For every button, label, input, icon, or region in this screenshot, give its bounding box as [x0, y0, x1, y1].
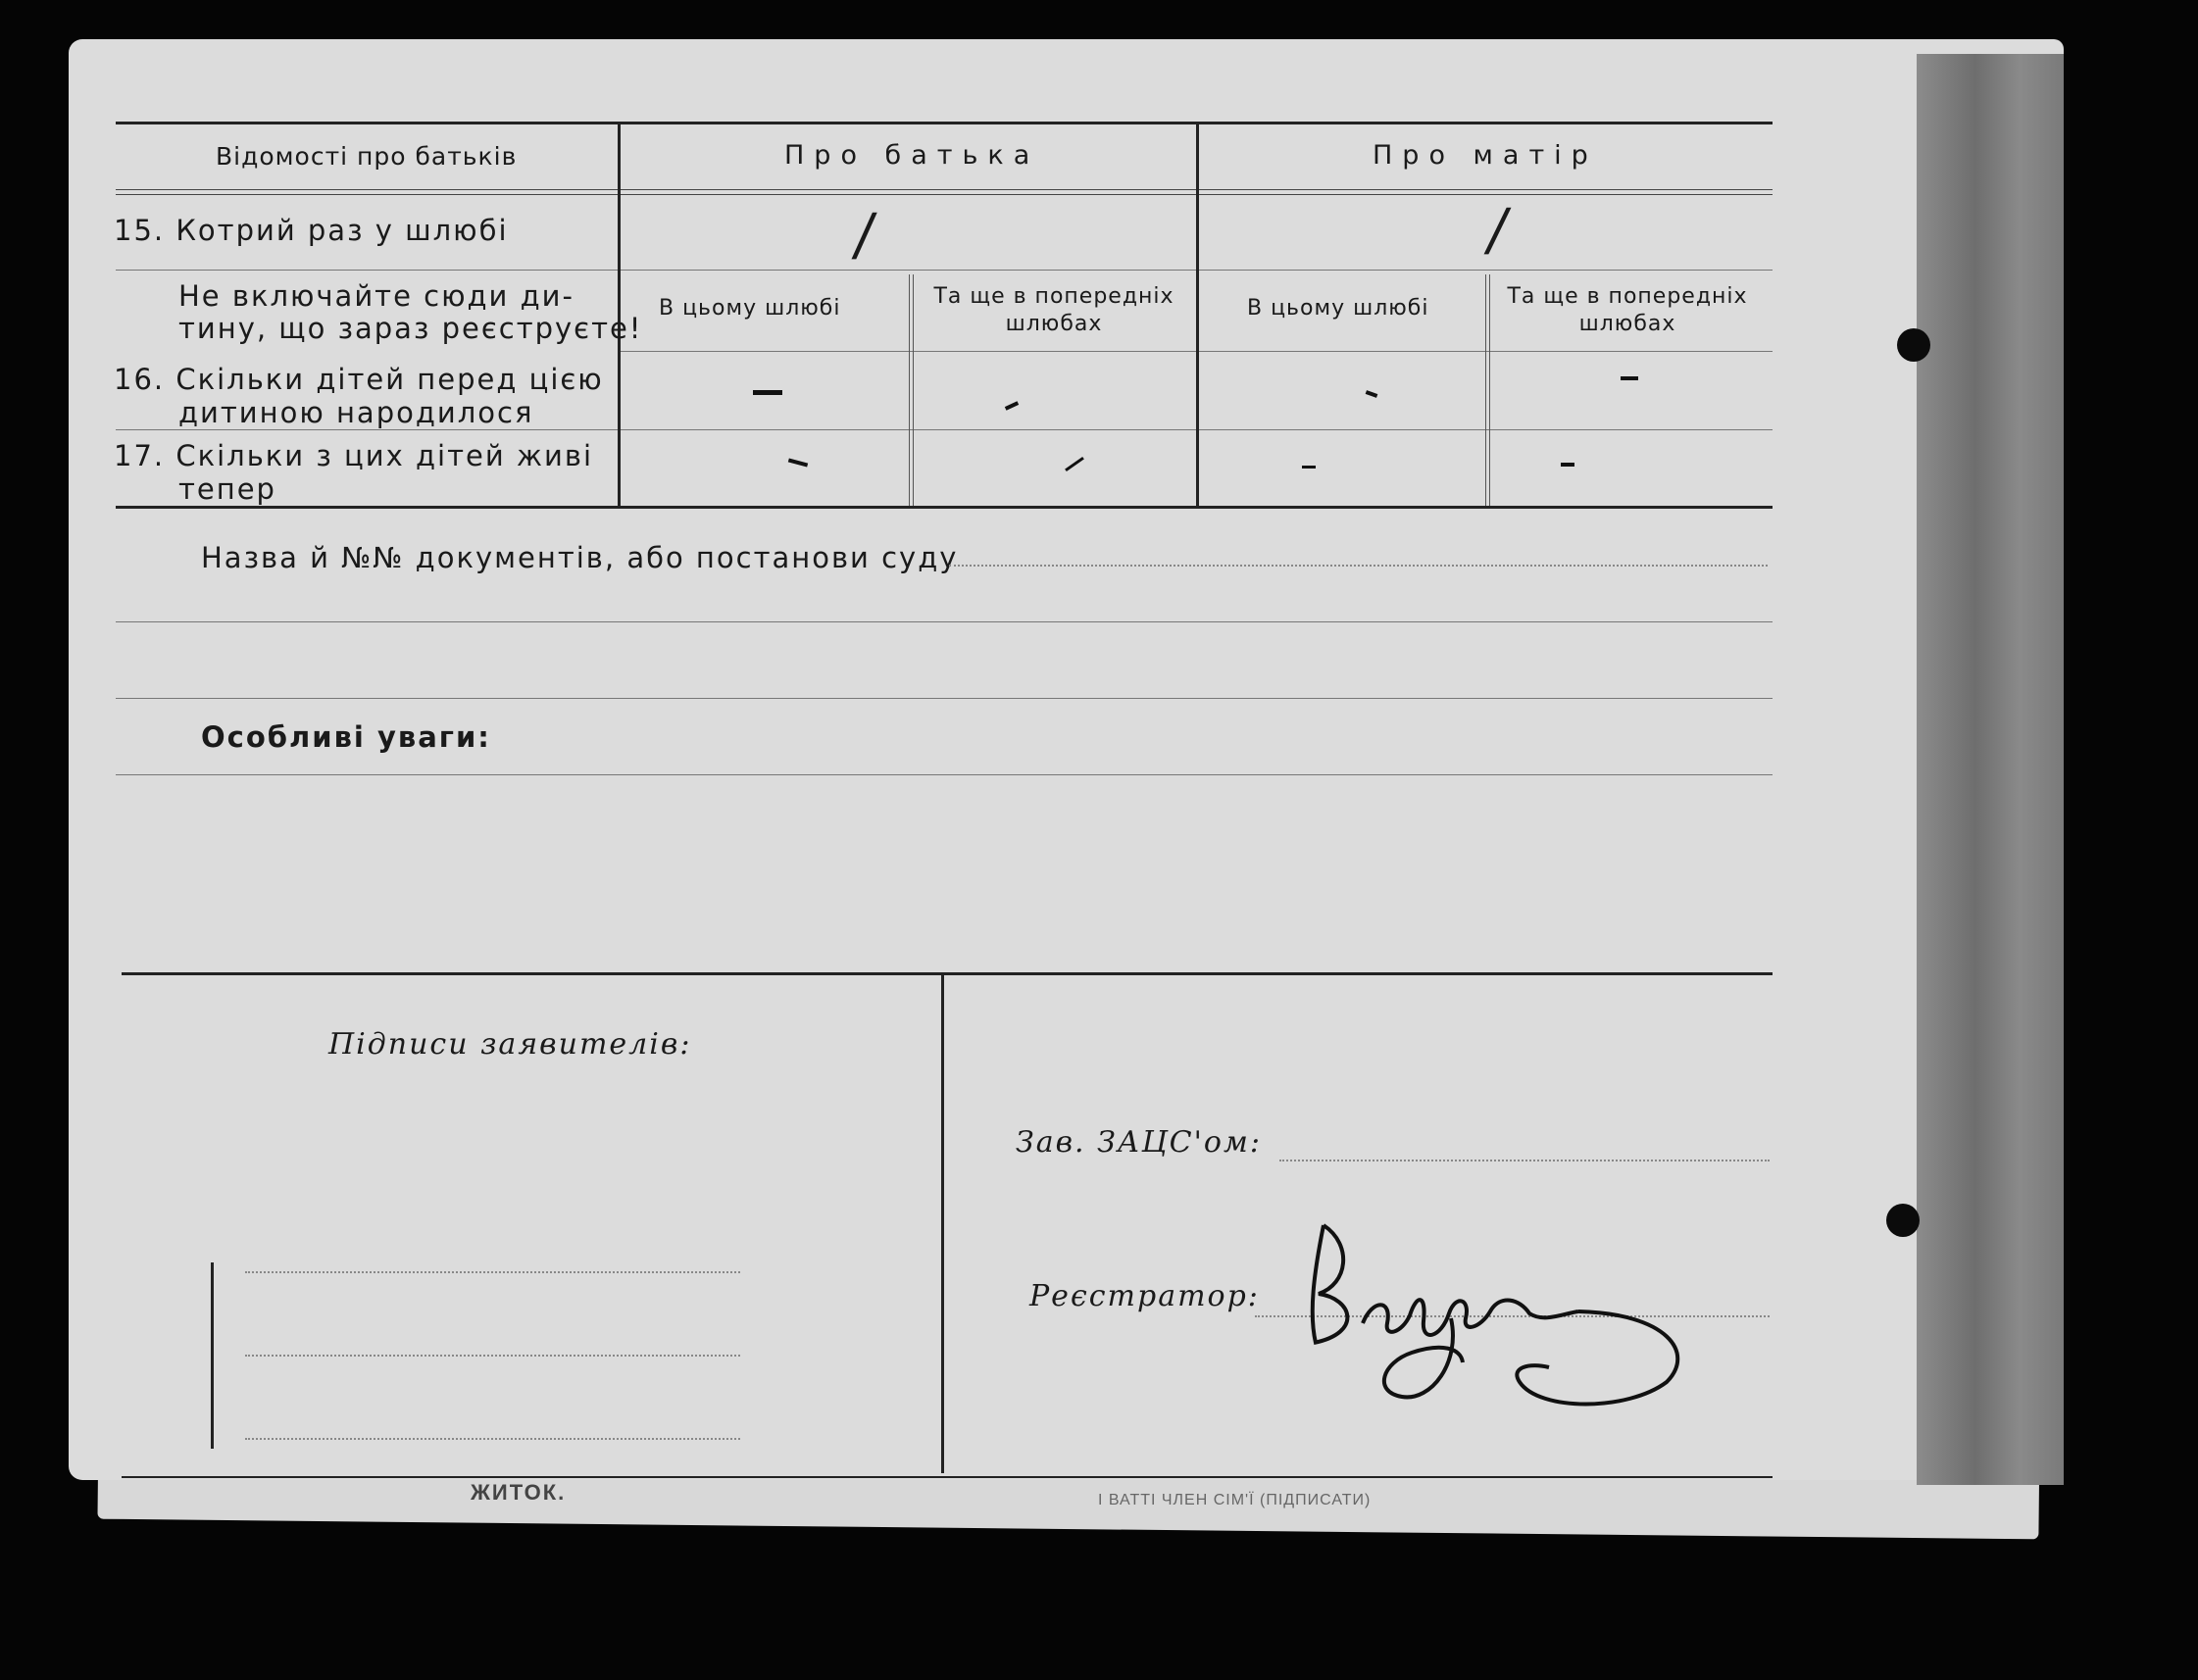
row17-label-line-2: тепер — [178, 472, 276, 506]
mother-marriage-count: / — [1482, 196, 1514, 263]
row15-label: 15. Котрий раз у шлюбі — [114, 214, 509, 247]
subheader-divider — [618, 351, 1773, 352]
applicant-signature-line-2 — [245, 1355, 740, 1357]
col-divider-2 — [1196, 124, 1199, 506]
dash-mark — [1621, 376, 1638, 380]
table-top-border — [116, 122, 1773, 124]
special-notes-line — [116, 774, 1773, 775]
documents-line-3 — [116, 698, 1773, 699]
mother-previous-marriages-header-2: шлюбах — [1578, 312, 1676, 336]
applicants-signatures-label: Підписи заявителів: — [328, 1027, 692, 1062]
note-line-2: тину, що зараз реєструєте! — [178, 312, 643, 345]
card-bottom-border — [122, 1476, 1773, 1478]
header-divider — [116, 189, 1773, 195]
registrar-label: Реєстратор: — [1029, 1279, 1260, 1313]
punch-hole-top — [1897, 328, 1930, 362]
row16-label-line-1: 16. Скільки дітей перед цією — [114, 363, 604, 396]
dash-mark — [753, 390, 782, 395]
dash-mark — [1302, 466, 1316, 469]
father-marriage-count: / — [850, 201, 879, 268]
worn-right-edge — [1917, 54, 2064, 1485]
special-notes-label: Особливі уваги: — [201, 720, 491, 754]
row16-divider — [116, 429, 1773, 430]
father-this-marriage-header: В цьому шлюбі — [659, 296, 841, 321]
dash-mark — [1561, 463, 1574, 467]
col-header-parents-info: Відомості про батьків — [216, 142, 518, 171]
mother-this-marriage-header: В цьому шлюбі — [1247, 296, 1429, 321]
father-previous-marriages-header-2: шлюбах — [1005, 312, 1103, 336]
mother-header: Про матір — [1373, 140, 1598, 171]
documents-fill-line — [949, 565, 1768, 567]
documents-line-2 — [116, 621, 1773, 622]
note-line-1: Не включайте сюди ди- — [178, 279, 574, 313]
applicant-signature-line-1 — [245, 1271, 740, 1273]
row15-divider — [116, 270, 1773, 271]
mother-previous-marriages-header-1: Та ще в попередніх — [1507, 284, 1748, 309]
registry-head-signature-line — [1279, 1160, 1770, 1161]
underlying-card-text-2: І ВАТТІ ЧЛЕН СІМ'Ї (ПІДПИСАТИ) — [1098, 1492, 1372, 1508]
father-header: Про батька — [784, 140, 1040, 171]
father-previous-marriages-header-1: Та ще в попередніх — [933, 284, 1174, 309]
punch-hole-bottom — [1886, 1204, 1920, 1237]
registry-head-label: Зав. ЗАЦС'ом: — [1016, 1125, 1262, 1160]
signature-section-top-border — [122, 972, 1773, 975]
registrar-signature — [1294, 1206, 1706, 1421]
father-subcol-divider — [909, 274, 914, 506]
table-bottom-border — [116, 506, 1773, 509]
applicant-signature-line-3 — [245, 1438, 740, 1440]
row16-label-line-2: дитиною народилося — [178, 396, 534, 429]
row17-label-line-1: 17. Скільки з цих дітей живі — [114, 439, 594, 472]
form-card — [69, 39, 2064, 1480]
mother-subcol-divider — [1485, 274, 1490, 506]
underlying-card-text: ЖИТОК. — [471, 1480, 567, 1505]
documents-label: Назва й №№ документів, або постанови суду — [201, 541, 959, 574]
signature-section-divider — [941, 975, 944, 1473]
applicants-bracket — [211, 1262, 214, 1449]
